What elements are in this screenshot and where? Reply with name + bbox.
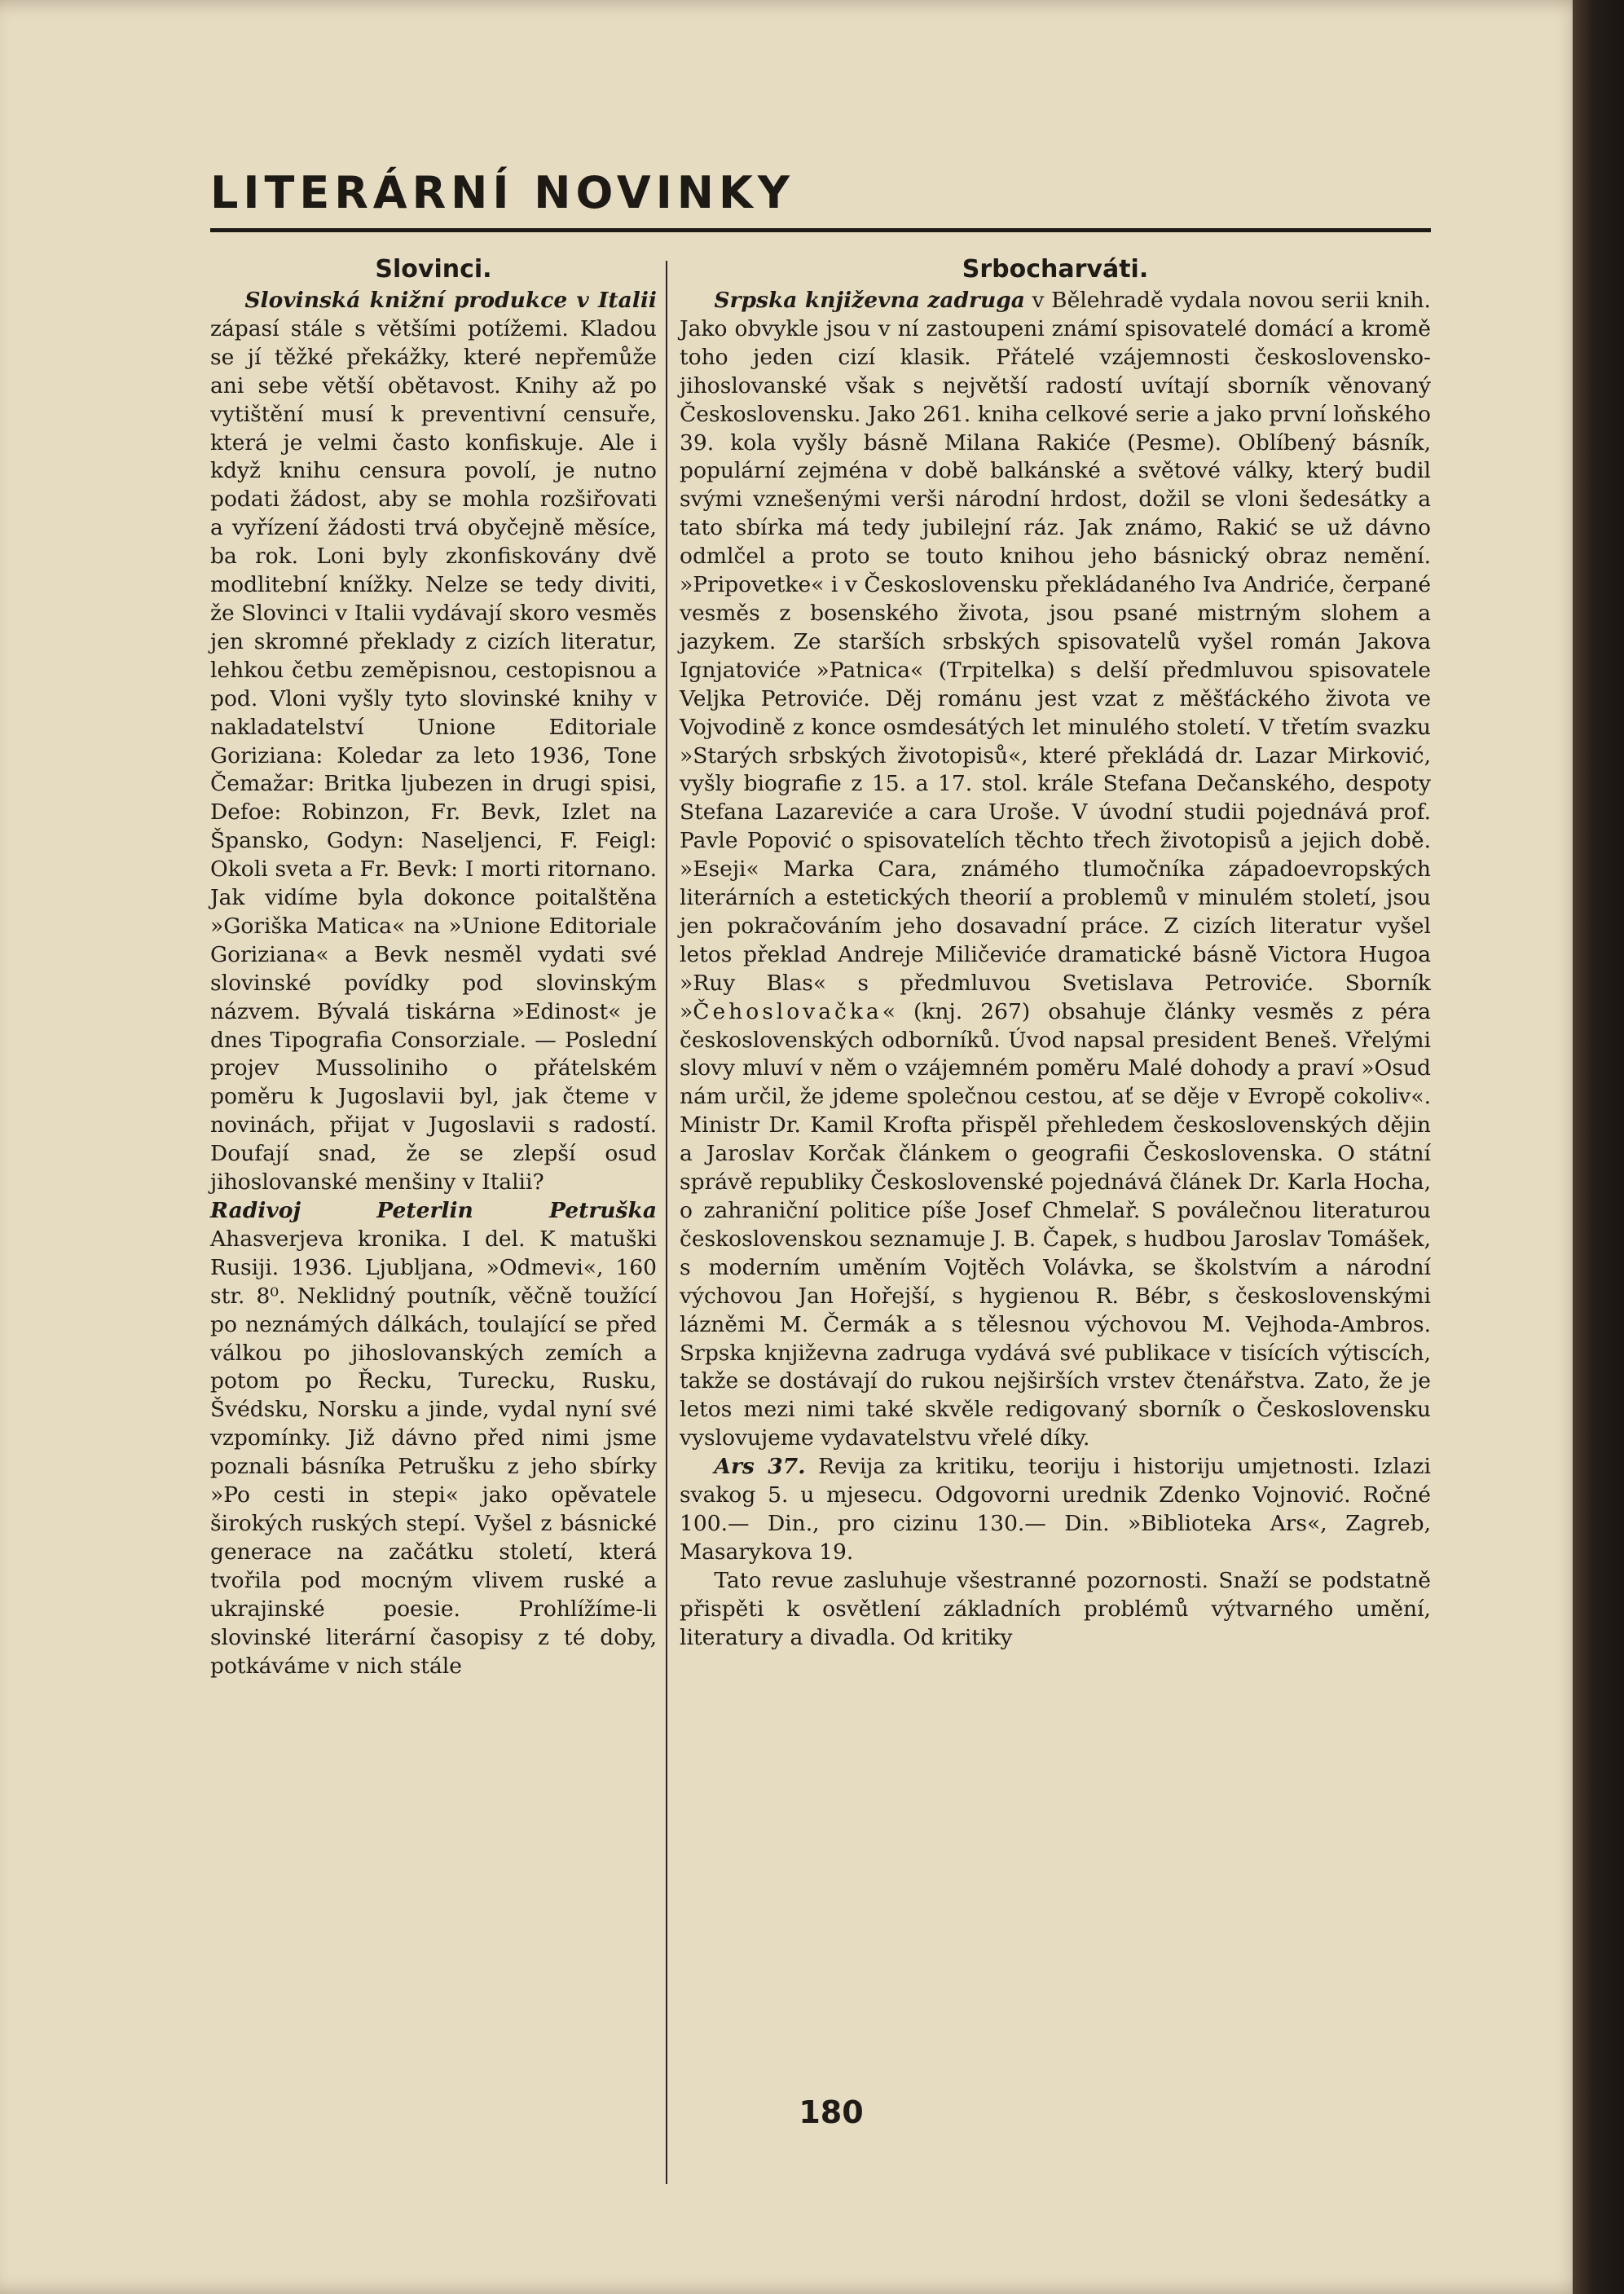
right-paragraph-3: Tato revue zasluhuje všestranné pozornosti. Snaží se podstatně přispěti k osvětlení základních problémů výtvarného umění, literatury a divadla. Od kritiky (680, 1567, 1431, 1650)
section-title: LITERÁRNÍ NOVINKY (210, 167, 794, 218)
column-divider (666, 261, 667, 2184)
right-column (680, 254, 1431, 1653)
right-p1-lead: Srpska književna zadruga (714, 288, 1025, 313)
page-number: 180 (799, 2094, 864, 2130)
right-p1-text-a: v Bělehradě vydala novou serii knih. Jako obvykle jsou v ní zastoupeni známí spisovatelé domácí a kromě toho jeden cizí klasik. Přátelé vzájemnosti československo-jihoslovanské však s největší radostí uvítají sborník věnovaný Československu. Jako 261. kniha celkové serie a jako první loňského 39. kola vyšly básně Milana Rakiće (Pesme). Oblíbený básník, populární zejména v době balkánské a světové války, který budil svými vznešenými verši národní hrdost, dožil se vloni šedesátky a tato sbírka má tedy jubilejní ráz. Jak známo, Rakić se už dávno odmlčel a proto se touto knihou jeho básnický obraz nemění. »Pripovetke« i v Československu překládaného Iva Andriće, čerpané vesměs z bosenského života, jsou psané mistrným slohem a jazykem. Ze starších srbských spisovatelů vyšel román Jakova Ignjatoviće »Patnica« (Trpitelka) s delší předmluvou spisovatele Veljka Petroviće. Děj románu jest vzat z měšťáckého života ve Vojvodině z konce osmdesátých let minulého století. V třetím svazku »Starých srbských životopisů«, které překládá dr. Lazar Mirković, vyšly biografie z 15. a 17. stol. krále Stefana Dečanského, despoty Stefana Lazareviće a cara Uroše. V úvodní studii pojednává prof. Pavle Popović o spisovatelích těchto třech životopisů a jejich době. »Eseji« Marka Cara, známého tlumočníka západoevropských literárních a estetických theorií a problemů v minulém století, jsou jen pokračováním jeho dosavadní práce. Z cizích literatur vyšel letos překlad Andreje Miličeviće dramatické básně Victora Hugoa »Ruy Blas« s předmluvou Svetislava Petroviće. Sborník » (680, 288, 1431, 1024)
right-paragraph-1 (680, 287, 1431, 1453)
right-p2-lead: Ars 37. (714, 1454, 806, 1480)
right-p1-text-b: « (knj. 267) obsahuje články vesměs z péra československých odborníků. Úvod napsal president Beneš. Vřelými slovy mluví v něm o vzájemném poměru Malé dohody a praví »Osud nám určil, že jdeme společnou cestou, ať se děje v Evropě cokoliv«. Ministr Dr. Kamil Krofta přispěl přehledem československých dějin a Jaroslav Korčak článkem o geografii Československa. O státní správě republiky Československé pojednává článek Dr. Karla Hocha, o zahraniční politice píše Josef Chmelař. S poválečnou literaturou československou seznamuje J. B. Čapek, s hudbou Jaroslav Tomášek, s moderním uměním Vojtěch Volávka, se školstvím a národní výchovou Jan Hořejší, s hygienou R. Bébr, s československými lázněmi M. Čermák a s tělesnou výchovou M. Vejhoda-Ambros. Srpska književna zadruga vydává své publikace v tisících výtiscích, takže se dostávají do rukou nejširších vrstev čtenářstva. Zato, že je letos mezi nimi také skvěle redigovaný sborník o Československu vyslovujeme vydavatelstvu vřelé díky. (680, 998, 1431, 1451)
left-p2-text: Ahasverjeva kronika. I del. K matuški Rusiji. 1936. Ljubljana, »Odmevi«, 160 str. 8⁰. Neklidný poutník, věčně toužící po neznámých dálkách, toulající se před válkou po jihoslovanských zemích a potom po Řecku, Turecku, Rusku, Švédsku, Norsku a jinde, vydal nyní své vzpomínky. Již dávno před nimi jsme poznali básníka Petrušku z jeho sbírky »Po cesti in stepi« jako opěvatele širokých ruských stepí. Vyšel z básnické generace na začátku století, která tvořila pod mocným vlivem ruské a ukrajinské poesie. Prohlížíme-li slovinské literární časopisy z té doby, potkáváme v nich stále (210, 1226, 657, 1679)
left-p1-text: zápasí stále s většími potížemi. Kladou se jí těžké překážky, které nepřemůže ani sebe větší obětavost. Knihy až po vytištění musí k preventivní censuře, která je velmi často konfiskuje. Ale i když knihu censura povolí, je nutno podati žádost, aby se mohla rozšiřovati a vyřízení žádosti trvá obyčejně měsíce, ba rok. Loni byly zkonfiskovány dvě modlitební knížky. Nelze se tedy diviti, že Slovinci v Italii vydávají skoro vesměs jen skromné překlady z cizích literatur, lehkou četbu zeměpisnou, cestopisnou a pod. Vloni vyšly tyto slovinské knihy v nakladatelství Unione Editoriale Goriziana: Koledar za leto 1936, Tone Čemažar: Britka ljubezen in drugi spisi, Defoe: Robinzon, Fr. Bevk, Izlet na Špansko, Godyn: Naseljenci, F. Feigl: Okoli sveta a Fr. Bevk: I morti ritornano. Jak vidíme byla dokonce poitalštěna »Goriška Matica« na »Unione Editoriale Goriziana« a Bevk nesměl vydati své slovinské povídky pod slovinským názvem. Bývalá tiskárna »Edinost« je dnes Tipografia Consorziale. — Poslední projev Mussoliniho o přátelském poměru k Jugoslavii byl, jak čteme v novinách, přijat v Jugoslavii s radostí. Doufají snad, že se zlepší osud jihoslovanské menšiny v Italii? (210, 315, 657, 1195)
left-p1-lead: Slovinská knižní produkce v Italii (244, 288, 657, 313)
right-heading: Srbocharváti. (962, 255, 1149, 284)
left-paragraph-1 (210, 287, 657, 1197)
title-rule (210, 228, 1431, 232)
right-p2-text: Revija za kritiku, teoriju i historiju umjetnosti. Izlazi svakog 5. u mjesecu. Odgovorni urednik Zdenko Vojnović. Ročné 100.— Din., pro cizinu 130.— Din. »Biblioteka Ars«, Zagreb, Masarykova 19. (680, 1454, 1431, 1565)
right-paragraph-2 (680, 1453, 1431, 1567)
left-heading: Slovinci. (375, 255, 492, 284)
left-paragraph-2 (210, 1197, 657, 1680)
left-column (210, 254, 657, 1680)
right-p1-spaced-title: Čehoslovačka (693, 998, 882, 1024)
book-spine (1573, 0, 1624, 2294)
left-p2-lead: Radivoj Peterlin Petruška (210, 1198, 657, 1223)
